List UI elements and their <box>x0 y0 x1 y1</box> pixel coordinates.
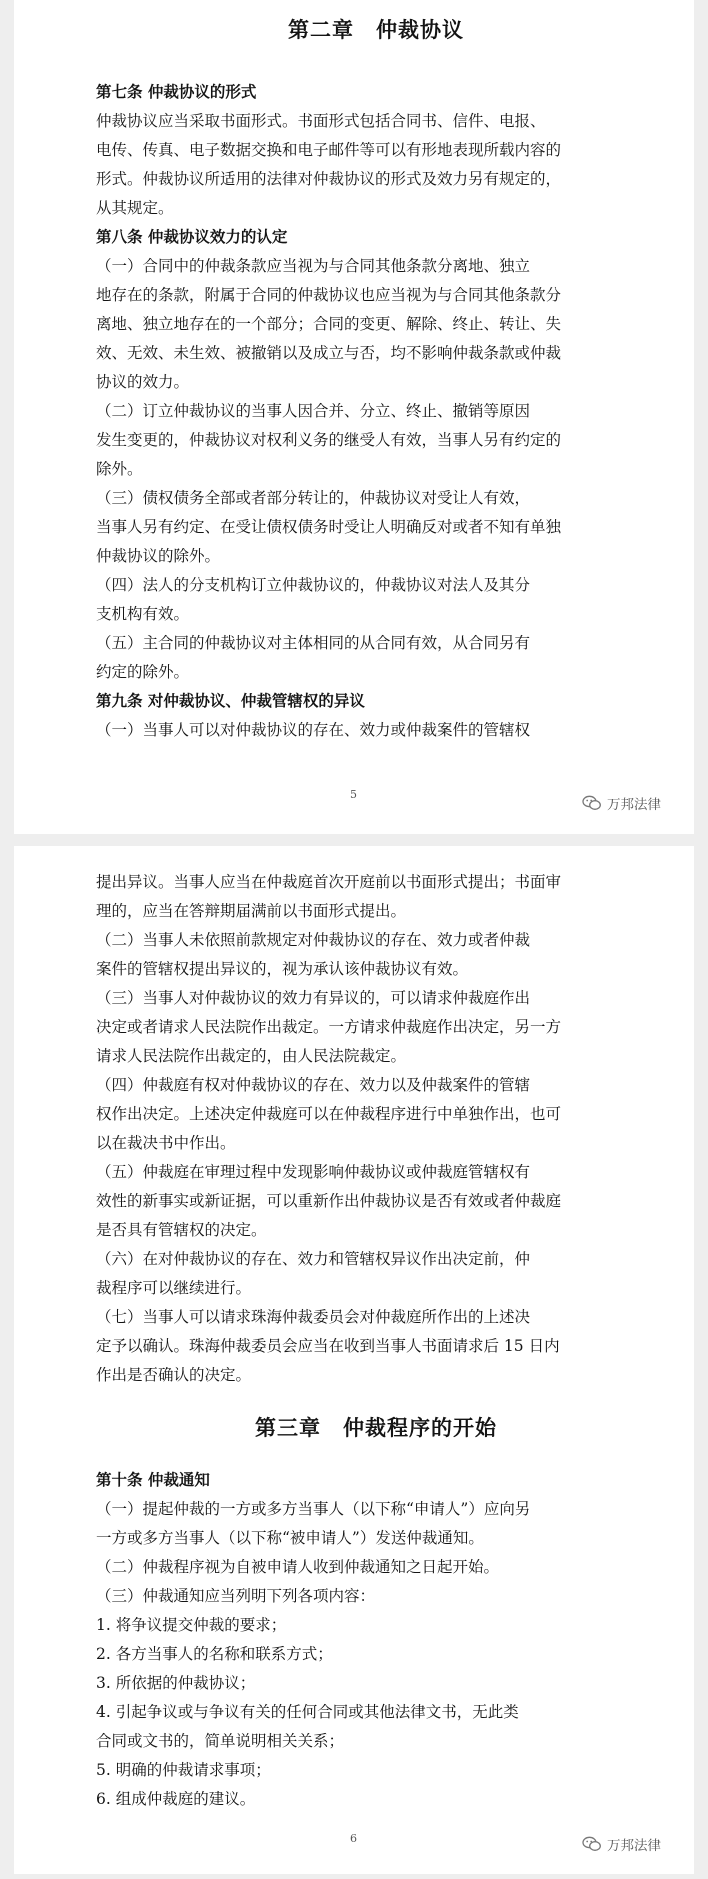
article-9-5-line: 是否具有管辖权的决定。 <box>96 1221 267 1239</box>
article-7-line: 形式。仲裁协议所适用的法律对仲裁协议的形式及效力另有规定的， <box>96 170 562 188</box>
article-9-2-line: （二）当事人未依照前款规定对仲裁协议的存在、效力或者仲裁 <box>96 931 531 949</box>
list-item: 3. 所依据的仲裁协议； <box>96 1674 256 1692</box>
chapter-2-heading: 第二章 仲裁协议 <box>288 18 464 42</box>
page-number: 5 <box>350 788 357 801</box>
article-8-4-line: 支机构有效。 <box>96 605 190 623</box>
article-8-1-line: 效、无效、未生效、被撤销以及成立与否，均不影响仲裁条款或仲裁 <box>96 344 562 362</box>
brand-watermark <box>582 1834 661 1854</box>
article-9-3-line: 决定或者请求人民法院作出裁定。一方请求仲裁庭作出决定，另一方 <box>96 1018 562 1036</box>
article-9-4-line: 以在裁决书中作出。 <box>96 1134 236 1152</box>
wechat-icon <box>582 795 602 811</box>
article-7-line: 仲裁协议应当采取书面形式。书面形式包括合同书、信件、电报、 <box>96 112 546 130</box>
article-8-3-line: （三）债权债务全部或者部分转让的，仲裁协议对受让人有效， <box>96 489 531 507</box>
article-7-title: 第七条 仲裁协议的形式 <box>96 83 257 101</box>
article-8-4-line: （四）法人的分支机构订立仲裁协议的，仲裁协议对法人及其分 <box>96 576 531 594</box>
article-9-5-line: 效性的新事实或新证据，可以重新作出仲裁协议是否有效或者仲裁庭 <box>96 1192 562 1210</box>
article-9-1-line: （一）当事人可以对仲裁协议的存在、效力或仲裁案件的管辖权 <box>96 721 531 739</box>
list-item: 1. 将争议提交仲裁的要求； <box>96 1616 287 1634</box>
article-8-1-line: 地存在的条款，附属于合同的仲裁协议也应当视为与合同其他条款分 <box>96 286 562 304</box>
article-9-5-line: （五）仲裁庭在审理过程中发现影响仲裁协议或仲裁庭管辖权有 <box>96 1163 531 1181</box>
page-number: 6 <box>350 1832 357 1845</box>
article-10-title: 第十条 仲裁通知 <box>96 1471 210 1489</box>
article-7-line: 从其规定。 <box>96 199 174 217</box>
brand-text: 万邦法律 <box>607 1838 661 1854</box>
article-8-2-line: 除外。 <box>96 460 143 478</box>
article-10-3-line: （三）仲裁通知应当列明下列各项内容： <box>96 1587 376 1605</box>
article-9-1-line: 理的，应当在答辩期届满前以书面形式提出。 <box>96 902 407 920</box>
article-8-5-line: （五）主合同的仲裁协议对主体相同的从合同有效，从合同另有 <box>96 634 531 652</box>
article-8-3-line: 当事人另有约定、在受让债权债务时受让人明确反对或者不知有单独 <box>96 518 562 536</box>
list-item: 合同或文书的，简单说明相关关系； <box>96 1732 345 1750</box>
article-10-1-line: 一方或多方当事人（以下称“被申请人”）发送仲裁通知。 <box>96 1529 484 1547</box>
brand-text: 万邦法律 <box>607 797 661 813</box>
article-10-1-line: （一）提起仲裁的一方或多方当事人（以下称“申请人”）应向另 <box>96 1500 531 1518</box>
brand-watermark <box>582 793 661 813</box>
article-9-3-line: 请求人民法院作出裁定的，由人民法院裁定。 <box>96 1047 407 1065</box>
list-item: 4. 引起争议或与争议有关的任何合同或其他法律文书，无此类 <box>96 1703 519 1721</box>
article-9-4-line: （四）仲裁庭有权对仲裁协议的存在、效力以及仲裁案件的管辖 <box>96 1076 531 1094</box>
chapter-3-heading: 第三章 仲裁程序的开始 <box>255 1416 497 1440</box>
article-10-2-line: （二）仲裁程序视为自被申请人收到仲裁通知之日起开始。 <box>96 1558 500 1576</box>
article-8-3-line: 仲裁协议的除外。 <box>96 547 221 565</box>
article-9-3-line: （三）当事人对仲裁协议的效力有异议的，可以请求仲裁庭作出 <box>96 989 531 1007</box>
article-8-2-line: 发生变更的，仲裁协议对权利义务的继受人有效，当事人另有约定的 <box>96 431 562 449</box>
article-9-title: 第九条 对仲裁协议、仲裁管辖权的异议 <box>96 692 365 710</box>
article-8-5-line: 约定的除外。 <box>96 663 190 681</box>
list-item: 2. 各方当事人的名称和联系方式； <box>96 1645 333 1663</box>
article-9-6-line: （六）在对仲裁协议的存在、效力和管辖权异议作出决定前，仲 <box>96 1250 531 1268</box>
article-8-1-line: （一）合同中的仲裁条款应当视为与合同其他条款分离地、独立 <box>96 257 531 275</box>
article-9-4-line: 权作出决定。上述决定仲裁庭可以在仲裁程序进行中单独作出，也可 <box>96 1105 562 1123</box>
list-item: 5. 明确的仲裁请求事项； <box>96 1761 271 1779</box>
article-8-1-line: 离地、独立地存在的一个部分；合同的变更、解除、终止、转让、失 <box>96 315 562 333</box>
article-7-line: 电传、传真、电子数据交换和电子邮件等可以有形地表现所载内容的 <box>96 141 562 159</box>
article-9-7-line: （七）当事人可以请求珠海仲裁委员会对仲裁庭所作出的上述决 <box>96 1308 531 1326</box>
article-8-2-line: （二）订立仲裁协议的当事人因合并、分立、终止、撤销等原因 <box>96 402 531 420</box>
list-item: 6. 组成仲裁庭的建议。 <box>96 1790 256 1808</box>
article-8-1-line: 协议的效力。 <box>96 373 190 391</box>
article-9-7-line: 定予以确认。珠海仲裁委员会应当在收到当事人书面请求后 15 日内 <box>96 1337 560 1355</box>
article-8-title: 第八条 仲裁协议效力的认定 <box>96 228 288 246</box>
article-9-6-line: 裁程序可以继续进行。 <box>96 1279 252 1297</box>
article-9-1-line: 提出异议。当事人应当在仲裁庭首次开庭前以书面形式提出；书面审 <box>96 873 562 891</box>
article-9-7-line: 作出是否确认的决定。 <box>96 1366 252 1384</box>
article-9-2-line: 案件的管辖权提出异议的，视为承认该仲裁协议有效。 <box>96 960 469 978</box>
document-page-6 <box>14 846 694 1874</box>
document-page-5 <box>14 0 694 834</box>
wechat-icon <box>582 1836 602 1852</box>
